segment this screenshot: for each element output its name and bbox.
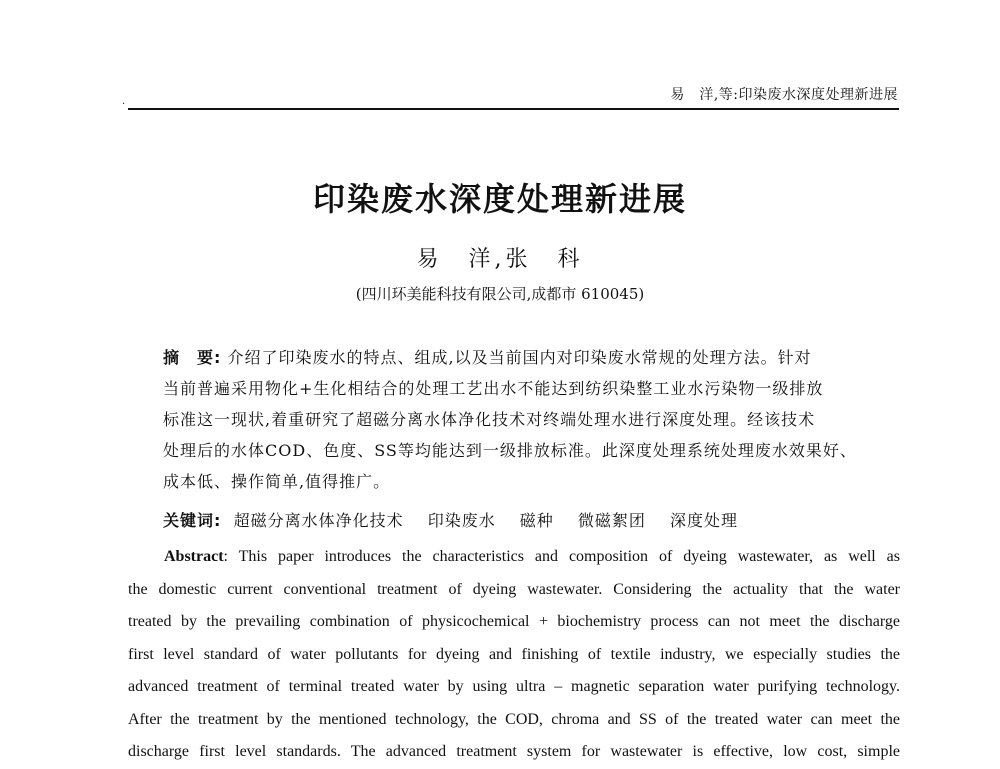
- keyword-item: 微磁絮团: [577, 511, 646, 530]
- chinese-keywords: [163, 508, 869, 531]
- keyword-item: 印染废水: [427, 511, 496, 530]
- chinese-abstract-line: 当前普遍采用物化+生化相结合的处理工艺出水不能达到纺织染整工业水污染物一级排放: [163, 379, 824, 398]
- english-abstract-line: After the treatment by the mentioned technology, the COD, chroma and SS of the treated water can meet the: [128, 710, 900, 728]
- english-abstract-line: treated by the prevailing combination of physicochemical + biochemistry process can not meet the discharge: [128, 613, 900, 630]
- english-abstract-text: : This paper introduces the characteristics and composition of dyeing wastewater, as well as: [223, 548, 900, 565]
- article-authors: 易 洋,张 科: [416, 247, 584, 272]
- running-head: 易 洋,等:印染废水深度处理新进展: [670, 87, 898, 103]
- header-dot: .: [122, 96, 126, 107]
- keyword-item: 超磁分离水体净化技术: [233, 511, 404, 530]
- chinese-abstract: [163, 342, 869, 497]
- chinese-abstract-text: 介绍了印染废水的特点、组成,以及当前国内对印染废水常规的处理方法。针对: [227, 348, 812, 367]
- keywords-label: 关键词:: [163, 511, 222, 530]
- header-rule: [128, 108, 899, 110]
- english-abstract-line: first level standard of water pollutants for dyeing and finishing of textile industry, we especially studies the: [128, 645, 900, 663]
- english-abstract: [128, 541, 900, 769]
- english-abstract-line: [128, 541, 900, 574]
- chinese-abstract-line: 处理后的水体COD、色度、SS等均能达到一级排放标准。此深度处理系统处理废水效果好、: [163, 441, 857, 460]
- english-abstract-line: the domestic current conventional treatment of dyeing wastewater. Considering the actuality that the water: [128, 580, 900, 598]
- english-abstract-label: Abstract: [164, 548, 224, 565]
- article-title: 印染废水深度处理新进展: [312, 180, 687, 218]
- chinese-abstract-line: 标准这一现状,着重研究了超磁分离水体净化技术对终端处理水进行深度处理。经该技术: [163, 410, 816, 429]
- english-abstract-line: discharge first level standards. The advanced treatment system for wastewater is effective, low cost, simple: [128, 743, 900, 760]
- keyword-item: 磁种: [519, 511, 554, 530]
- english-abstract-line: advanced treatment of terminal treated water by using ultra – magnetic separation water purifying technology.: [128, 678, 900, 695]
- article-affiliation: (四川环美能科技有限公司,成都市 610045): [355, 285, 645, 303]
- chinese-abstract-label: 摘 要:: [163, 348, 222, 367]
- chinese-abstract-line: [163, 342, 869, 373]
- keyword-item: 深度处理: [670, 511, 739, 530]
- chinese-abstract-line: 成本低、操作简单,值得推广。: [163, 472, 391, 491]
